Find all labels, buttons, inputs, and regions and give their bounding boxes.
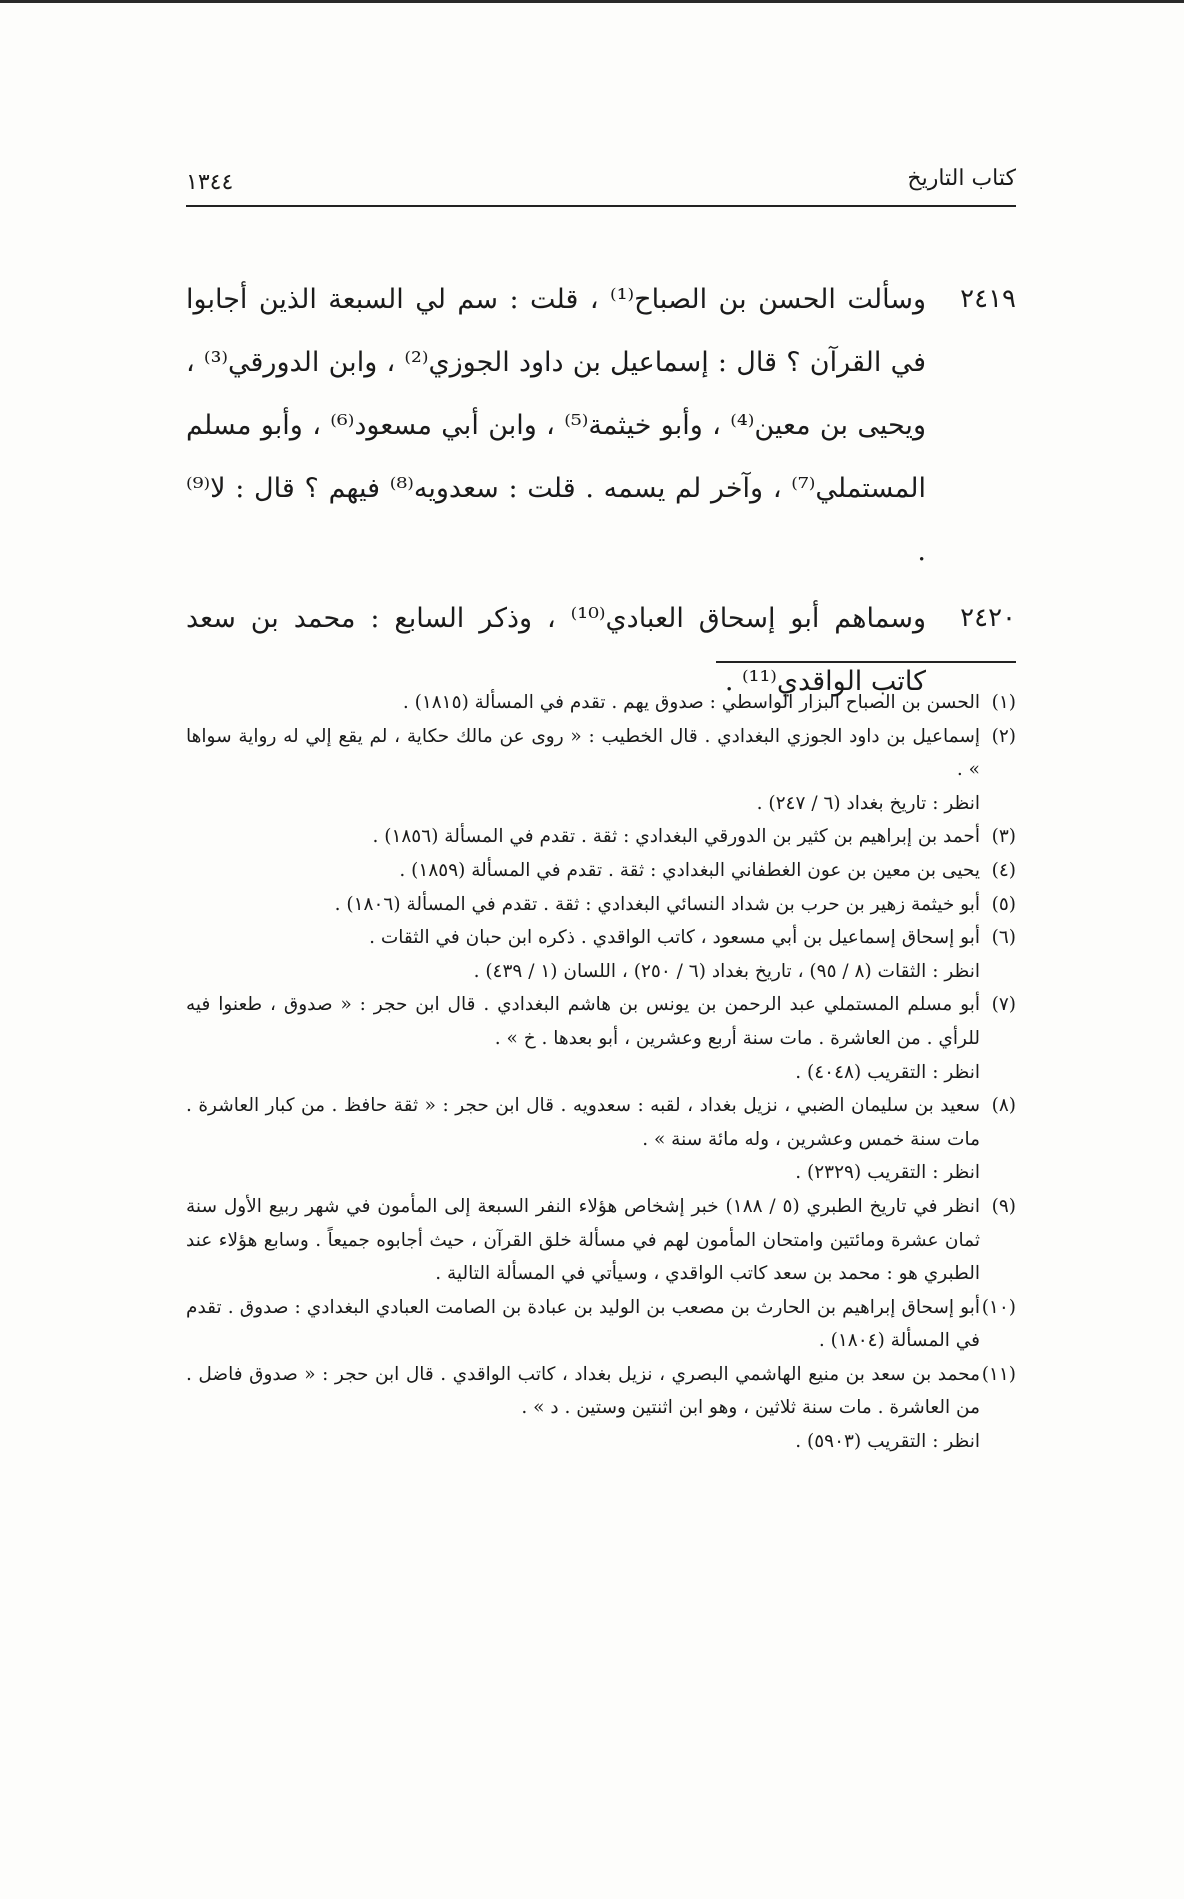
book-title: كتاب التاريخ xyxy=(907,166,1016,191)
running-head xyxy=(186,166,1016,206)
footnote xyxy=(186,686,1016,720)
issue-text: وسألت الحسن بن الصباح⁽¹⁾ ، قلت : سم لي السبعة الذين أجابوا في القرآن ؟ قال : إسماعيل بن داود الجوزي⁽²⁾ ، وابن الدورقي⁽³⁾ ، ويحيى بن معين⁽⁴⁾ ، وأبو خيثمة⁽⁵⁾ ، وابن أبي مسعود⁽⁶⁾ ، وأبو مسلم المستملي⁽⁷⁾ ، وآخر لم يسمه . قلت : سعدويه⁽⁸⁾ فيهم ؟ قال : لا⁽⁹⁾ . xyxy=(186,284,926,567)
footnote-reference: انظر : الثقات (٨ / ٩٥) ، تاريخ بغداد (٦ / ٢٥٠) ، اللسان (١ / ٤٣٩) . xyxy=(473,960,980,982)
footnote-text: محمد بن سعد بن منيع الهاشمي البصري ، نزيل بغداد ، كاتب الواقدي . قال ابن حجر : « صدوق فاضل . من العاشرة . مات سنة ثلاثين ، وهو ابن اثنتين وستين . د » . xyxy=(186,1363,980,1419)
footnote-text: الحسن بن الصباح البزار الواسطي : صدوق يهم . تقدم في المسألة (١٨١٥) . xyxy=(402,692,980,713)
scan-top-edge xyxy=(0,0,1184,3)
footnote xyxy=(186,988,1016,1089)
footnote-number: (١) xyxy=(991,692,1016,713)
footnote-reference: انظر : تاريخ بغداد (٦ / ٢٤٧) . xyxy=(756,792,980,814)
issue-text: وسماهم أبو إسحاق العبادي⁽¹⁰⁾ ، وذكر السابع : محمد بن سعد كاتب الواقدي⁽¹¹⁾ . xyxy=(186,603,927,697)
footnote-text: أبو إسحاق إسماعيل بن أبي مسعود ، كاتب الواقدي . ذكره ابن حبان في الثقات . xyxy=(369,927,980,949)
issue-number: ٢٤٢٠ xyxy=(960,603,1016,633)
issue-number: ٢٤١٩ xyxy=(960,284,1016,314)
footnote xyxy=(186,1291,1016,1358)
footnote-number: (٦) xyxy=(991,927,1016,949)
footnote xyxy=(186,1089,1016,1190)
footnotes-separator xyxy=(716,661,1016,663)
header-rule xyxy=(186,205,1016,207)
issue-paragraph xyxy=(186,268,1016,583)
footnote-number: (٣) xyxy=(991,826,1016,848)
main-text xyxy=(186,268,1016,713)
footnote-reference: انظر : التقريب (٢٣٢٩) . xyxy=(795,1162,980,1184)
footnote-text: سعيد بن سليمان الضبي ، نزيل بغداد ، لقبه : سعدويه . قال ابن حجر : « ثقة حافظ . من كبار العاشرة . مات سنة خمس وعشرين ، وله مائة سنة » . xyxy=(186,1095,980,1150)
footnote xyxy=(186,720,1016,821)
footnotes xyxy=(186,686,1016,1459)
footnote xyxy=(186,888,1016,922)
footnote-text: أبو مسلم المستملي عبد الرحمن بن يونس بن هاشم البغدادي . قال ابن حجر : « صدوق ، طعنوا فيه للرأي . من العاشرة . مات سنة أربع وعشرين ، أبو بعدها . خ » . xyxy=(186,994,980,1049)
footnote-reference: انظر : التقريب (٥٩٠٣) . xyxy=(795,1431,980,1453)
footnote xyxy=(186,1358,1016,1459)
footnote-number: (٥) xyxy=(991,893,1016,915)
footnote-number: (١١) xyxy=(981,1363,1016,1385)
footnote xyxy=(186,1190,1016,1291)
footnote xyxy=(186,820,1016,854)
footnote-number: (٤) xyxy=(991,859,1016,881)
footnote-text: أبو خيثمة زهير بن حرب بن شداد النسائي البغدادي : ثقة . تقدم في المسألة (١٨٠٦) . xyxy=(334,893,980,915)
footnote-reference: انظر : التقريب (٤٠٤٨) . xyxy=(795,1061,980,1083)
footnote-number: (٩) xyxy=(991,1195,1016,1217)
footnote-number: (٧) xyxy=(991,994,1016,1016)
footnote-number: (١٠) xyxy=(981,1296,1016,1318)
page-number: ١٣٤٤ xyxy=(186,170,234,195)
footnote-text: إسماعيل بن داود الجوزي البغدادي . قال الخطيب : « روى عن مالك حكاية ، لم يقع إلي له رواية سواها » . xyxy=(186,725,980,781)
footnote-text: يحيى بن معين بن عون الغطفاني البغدادي : ثقة . تقدم في المسألة (١٨٥٩) . xyxy=(399,859,980,881)
footnote xyxy=(186,921,1016,988)
footnote xyxy=(186,854,1016,888)
footnote-number: (٢) xyxy=(991,725,1016,747)
footnote-text: انظر في تاريخ الطبري (٥ / ١٨٨) خبر إشخاص هؤلاء النفر السبعة إلى المأمون في شهر ربيع الأول سنة ثمان عشرة ومائتين وامتحان المأمون لهم في مسألة خلق القرآن ، حيث أجابوه جميعاً . وسابع هؤلاء عند الطبري هو : محمد بن سعد كاتب الواقدي ، وسيأتي في المسألة التالية . xyxy=(186,1195,980,1285)
footnote-number: (٨) xyxy=(991,1095,1016,1117)
footnote-text: أحمد بن إبراهيم بن كثير بن الدورقي البغدادي : ثقة . تقدم في المسألة (١٨٥٦) . xyxy=(372,826,980,848)
footnote-text: أبو إسحاق إبراهيم بن الحارث بن مصعب بن الوليد بن عبادة بن الصامت العبادي البغدادي : صدوق . تقدم في المسألة (١٨٠٤) . xyxy=(186,1296,980,1352)
